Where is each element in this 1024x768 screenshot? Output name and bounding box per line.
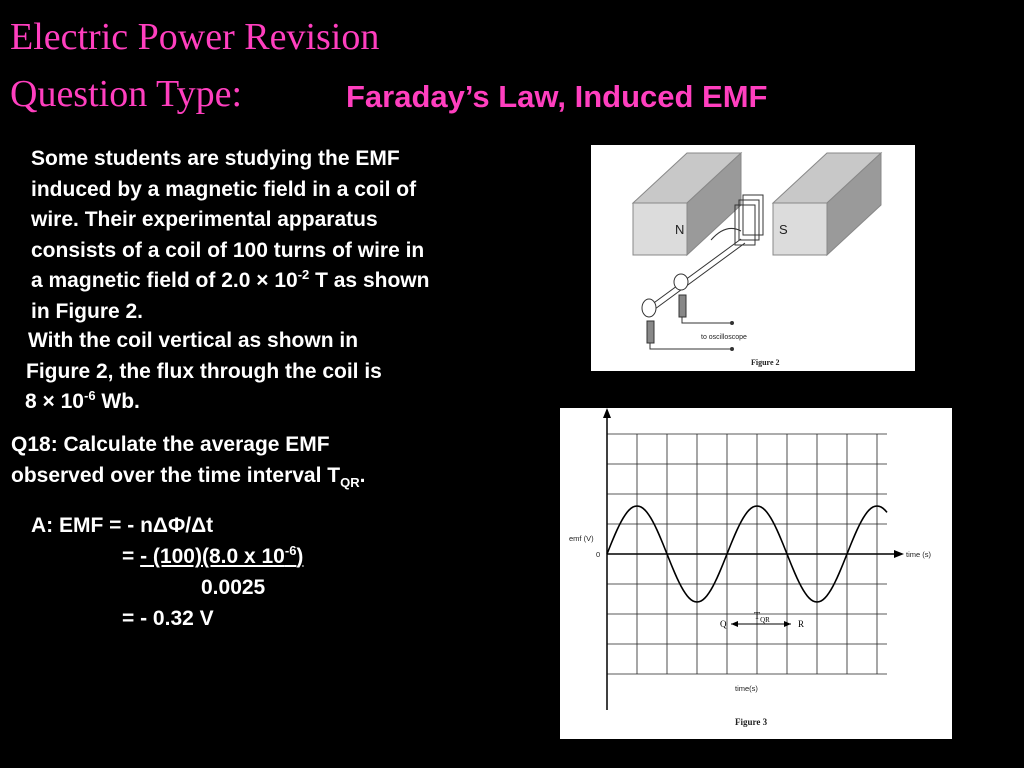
flux-line: With the coil vertical as shown in xyxy=(28,329,359,352)
tqr-label: $T_{QR}$ xyxy=(754,611,770,624)
point-r-label: R xyxy=(798,619,805,629)
intro-line: Some students are studying the EMF xyxy=(31,147,400,170)
topic-title: Faraday’s Law, Induced EMF xyxy=(346,79,768,114)
y-zero-label: 0 xyxy=(596,550,601,559)
intro-line: a magnetic field of $2.0 \times 10^{-2}$ T as shown xyxy=(31,267,430,292)
x-axis-arrow xyxy=(894,550,904,558)
answer-denominator: 0.0025 xyxy=(201,576,266,599)
answer-result: = - 0.32 V xyxy=(122,607,214,630)
question-line: observed over the time interval $T_{QR}$. xyxy=(11,463,366,490)
figure-3-graph xyxy=(560,408,952,739)
flux-line: Figure 2, the flux through the coil is xyxy=(26,359,382,383)
magnet-s xyxy=(773,153,881,255)
figure-3-caption: Figure 3 xyxy=(735,717,768,727)
answer-line-1: A: EMF = - nΔΦ/Δt xyxy=(31,514,214,537)
pole-s-label: S xyxy=(779,222,788,237)
question-text xyxy=(11,430,365,491)
point-q-label: Q xyxy=(720,619,727,629)
flux-paragraph xyxy=(25,326,382,418)
magnet-n xyxy=(633,153,741,255)
flux-line: $8 \times 10^{-6}$ Wb. xyxy=(25,388,140,413)
question-line: Q18: Calculate the average EMF xyxy=(11,433,330,456)
intro-line: induced by a magnetic field in a coil of xyxy=(31,177,417,201)
y-axis-arrow xyxy=(603,408,611,418)
pole-n-label: N xyxy=(675,222,685,237)
intro-line: consists of a coil of 100 turns of wire in xyxy=(31,238,425,262)
x-axis-bottom-label: time(s) xyxy=(735,684,758,693)
question-type-label: Question Type: xyxy=(10,73,243,115)
intro-line: wire. Their experimental apparatus xyxy=(31,208,378,231)
intro-line: in Figure 2. xyxy=(31,299,144,323)
intro-paragraph xyxy=(31,144,429,327)
y-axis-label: emf (V) xyxy=(569,534,594,543)
oscilloscope-label: to oscilloscope xyxy=(701,334,747,341)
answer-line-2: = - (100)(8.0 x $10^{-6}$) xyxy=(122,543,304,568)
emf-time-graph xyxy=(560,408,952,739)
figure-2-caption: Figure 2 xyxy=(751,358,780,367)
figure-2-apparatus xyxy=(591,145,915,371)
x-axis-label: time (s) xyxy=(906,550,931,559)
slide-title: Electric Power Revision xyxy=(10,16,380,58)
